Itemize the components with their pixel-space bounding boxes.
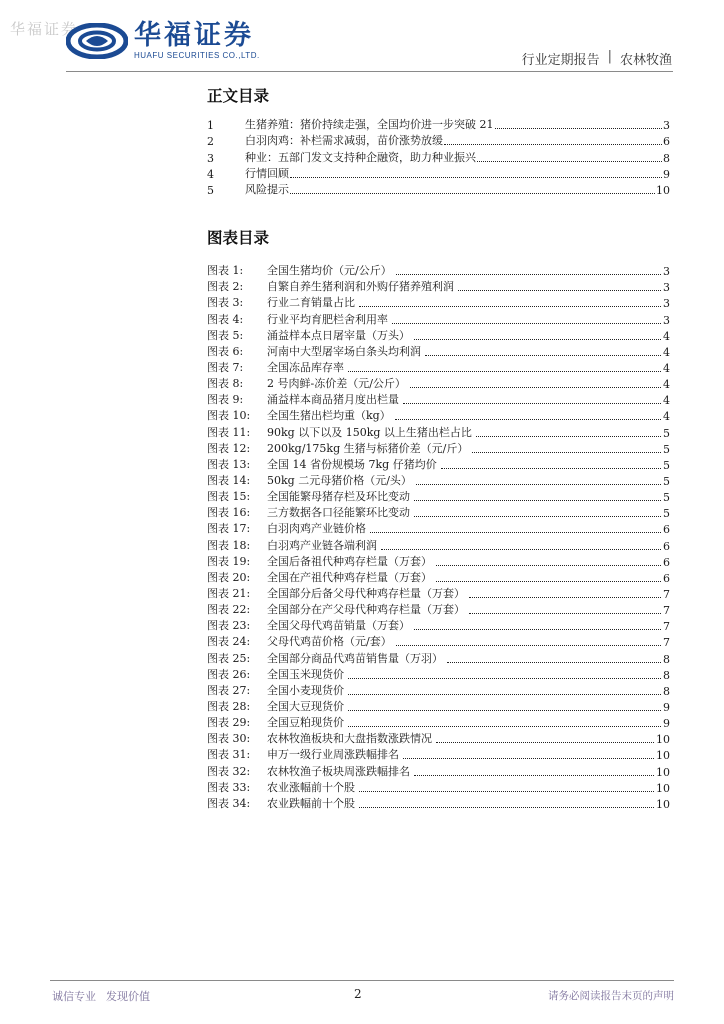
figure-item[interactable] bbox=[207, 682, 670, 698]
figure-item[interactable] bbox=[207, 391, 670, 407]
figure-item[interactable] bbox=[207, 294, 670, 310]
figure-item-text: 白羽肉鸡产业链价格 bbox=[267, 522, 366, 536]
slogan-value: 发现价值 bbox=[106, 990, 150, 1003]
report-type: 行业定期报告 bbox=[521, 53, 600, 68]
figure-item-label: 图表 27: bbox=[207, 683, 251, 697]
figure-item[interactable] bbox=[207, 569, 670, 585]
figure-item-page: 5 bbox=[663, 507, 670, 521]
figure-item-text: 行业平均育肥栏舍利用率 bbox=[267, 312, 388, 326]
toc-item-page: 6 bbox=[663, 135, 670, 149]
figure-leader-dots bbox=[396, 645, 661, 646]
figure-item-label: 图表 16: bbox=[207, 506, 251, 520]
figure-item-text: 全国大豆现货价 bbox=[267, 699, 344, 713]
figure-item-page: 9 bbox=[663, 717, 670, 731]
figure-item[interactable] bbox=[207, 504, 670, 520]
toc-leader-dots bbox=[290, 177, 662, 178]
figure-item-text: 全国生猪均价（元/公斤） bbox=[267, 264, 392, 278]
figure-item-label: 图表 3: bbox=[207, 296, 244, 310]
toc-item-number: 4 bbox=[207, 167, 214, 181]
figure-item-page: 7 bbox=[663, 636, 670, 650]
figure-item-page: 6 bbox=[663, 555, 670, 569]
logo-chinese-name: 华福证券 bbox=[134, 20, 254, 51]
figure-item-text: 农业跌幅前十个股 bbox=[267, 796, 355, 810]
toc-item-text: 白羽肉鸡：补栏需求减弱，苗价涨势放缓 bbox=[245, 134, 443, 148]
toc-item-text: 行情回顾 bbox=[245, 166, 289, 180]
figure-item-text: 农林牧渔板块和大盘指数涨跌情况 bbox=[267, 732, 432, 746]
header-divider bbox=[66, 71, 673, 72]
report-category bbox=[522, 49, 672, 68]
figure-leader-dots bbox=[403, 403, 661, 404]
figure-item-label: 图表 33: bbox=[207, 780, 251, 794]
figure-item-text: 90kg 以下以及 150kg 以上生猪出栏占比 bbox=[267, 425, 472, 439]
industry-name: 农林牧渔 bbox=[619, 53, 672, 68]
figure-item-page: 5 bbox=[663, 458, 670, 472]
figure-item[interactable] bbox=[207, 423, 670, 439]
figure-item[interactable] bbox=[207, 440, 670, 456]
figure-item-page: 10 bbox=[656, 733, 670, 747]
footer-disclaimer: 请务必阅读报告末页的声明 bbox=[548, 990, 674, 1002]
figure-item-text: 全国部分在产父母代种鸡存栏量（万套） bbox=[267, 603, 465, 617]
figure-leader-dots bbox=[348, 371, 661, 372]
figure-item-label: 图表 25: bbox=[207, 651, 251, 665]
figure-item-page: 10 bbox=[656, 781, 670, 795]
figure-item[interactable] bbox=[207, 262, 670, 278]
figure-item-page: 7 bbox=[663, 620, 670, 634]
figure-item-label: 图表 18: bbox=[207, 538, 251, 552]
figure-item-text: 全国部分后备父母代种鸡存栏量（万套） bbox=[267, 586, 465, 600]
figure-leader-dots bbox=[381, 549, 661, 550]
toc-item-page: 10 bbox=[656, 183, 670, 197]
figure-item[interactable] bbox=[207, 278, 670, 294]
figure-leader-dots bbox=[425, 355, 661, 356]
figure-leader-dots bbox=[476, 436, 661, 437]
figure-item[interactable] bbox=[207, 633, 670, 649]
figure-item[interactable] bbox=[207, 795, 670, 811]
figure-item-label: 图表 8: bbox=[207, 377, 244, 391]
toc-leader-dots bbox=[477, 161, 662, 162]
figure-item-label: 图表 9: bbox=[207, 393, 244, 407]
figure-item-text: 全国在产祖代种鸡存栏量（万套） bbox=[267, 570, 432, 584]
figure-item[interactable] bbox=[207, 343, 670, 359]
figure-item-text: 父母代鸡苗价格（元/套） bbox=[267, 635, 392, 649]
figure-item-page: 3 bbox=[663, 297, 670, 311]
figure-leader-dots bbox=[392, 323, 661, 324]
figure-item-page: 9 bbox=[663, 700, 670, 714]
figure-item-page: 6 bbox=[663, 523, 670, 537]
toc-item-text: 种业：五部门发文支持种企融资，助力种业振兴 bbox=[245, 150, 476, 164]
figure-item-label: 图表 12: bbox=[207, 441, 251, 455]
figure-leader-dots bbox=[469, 613, 661, 614]
toc-item-text: 风险提示 bbox=[245, 182, 289, 196]
figure-leader-dots bbox=[348, 678, 661, 679]
figure-leader-dots bbox=[359, 306, 661, 307]
figure-leader-dots bbox=[414, 500, 661, 501]
figure-item-label: 图表 21: bbox=[207, 586, 251, 600]
figure-item[interactable] bbox=[207, 649, 670, 665]
figure-item-page: 8 bbox=[663, 684, 670, 698]
figure-item-text: 200kg/175kg 生猪与标猪价差（元/斤） bbox=[267, 441, 469, 455]
figure-item[interactable] bbox=[207, 375, 670, 391]
figure-leader-dots bbox=[370, 532, 661, 533]
toc-leader-dots bbox=[495, 128, 663, 129]
toc-leader-dots bbox=[444, 144, 662, 145]
figure-item-page: 8 bbox=[663, 668, 670, 682]
figure-item[interactable] bbox=[207, 359, 670, 375]
toc-item-page: 9 bbox=[663, 167, 670, 181]
figure-item-label: 图表 15: bbox=[207, 490, 251, 504]
figure-leader-dots bbox=[441, 468, 661, 469]
figure-item-label: 图表 17: bbox=[207, 522, 251, 536]
footer-slogan bbox=[52, 988, 150, 1004]
figure-item-page: 4 bbox=[663, 410, 670, 424]
figure-item-label: 图表 6: bbox=[207, 344, 244, 358]
figure-leader-dots bbox=[416, 484, 661, 485]
toc-item-number: 5 bbox=[207, 183, 214, 197]
figure-item-page: 6 bbox=[663, 571, 670, 585]
figure-item[interactable] bbox=[207, 762, 670, 778]
figure-item-label: 图表 29: bbox=[207, 716, 251, 730]
figure-item[interactable] bbox=[207, 520, 670, 536]
figure-item-page: 7 bbox=[663, 587, 670, 601]
toc-item[interactable] bbox=[207, 148, 670, 164]
figure-item-text: 全国部分商品代鸡苗销售量（万羽） bbox=[267, 651, 443, 665]
figure-item-label: 图表 19: bbox=[207, 554, 251, 568]
figure-item-page: 3 bbox=[663, 281, 670, 295]
logo-swirl-icon bbox=[66, 23, 128, 59]
figure-item-text: 农业涨幅前十个股 bbox=[267, 780, 355, 794]
figure-list-title: 图表目录 bbox=[207, 229, 270, 247]
figure-leader-dots bbox=[447, 662, 661, 663]
figure-item-label: 图表 24: bbox=[207, 635, 251, 649]
figure-leader-dots bbox=[395, 419, 661, 420]
figure-item[interactable] bbox=[207, 488, 670, 504]
figure-item-label: 图表 5: bbox=[207, 328, 244, 342]
figure-item-page: 10 bbox=[656, 749, 670, 763]
figure-item-text: 全国后备祖代种鸡存栏量（万套） bbox=[267, 554, 432, 568]
figure-item[interactable] bbox=[207, 472, 670, 488]
figure-item-label: 图表 20: bbox=[207, 570, 251, 584]
figure-item-label: 图表 11: bbox=[207, 425, 251, 439]
figure-item[interactable] bbox=[207, 585, 670, 601]
slogan-integrity: 诚信专业 bbox=[52, 990, 96, 1003]
toc-list bbox=[207, 116, 670, 197]
watermark: 华福证券 bbox=[10, 20, 79, 38]
figure-item-page: 4 bbox=[663, 361, 670, 375]
figure-item-label: 图表 34: bbox=[207, 796, 251, 810]
figure-item-text: 申万一级行业周涨跌幅排名 bbox=[267, 748, 399, 762]
figure-leader-dots bbox=[414, 516, 661, 517]
figure-leader-dots bbox=[458, 290, 661, 291]
figure-item-text: 白羽鸡产业链各端利润 bbox=[267, 538, 377, 552]
figure-leader-dots bbox=[469, 597, 661, 598]
figure-leader-dots bbox=[414, 629, 661, 630]
figure-leader-dots bbox=[348, 694, 661, 695]
figure-item-page: 5 bbox=[663, 442, 670, 456]
figure-leader-dots bbox=[348, 726, 661, 727]
figure-item[interactable] bbox=[207, 456, 670, 472]
figure-item-text: 全国生猪出栏均重（kg） bbox=[267, 409, 391, 423]
figure-item[interactable] bbox=[207, 553, 670, 569]
page-number: 2 bbox=[354, 987, 362, 1001]
figure-item-text: 农林牧渔子板块周涨跌幅排名 bbox=[267, 764, 410, 778]
logo-english-name: HUAFU SECURITIES CO.,LTD. bbox=[134, 51, 260, 60]
figure-item[interactable] bbox=[207, 601, 670, 617]
figure-leader-dots bbox=[436, 742, 654, 743]
figure-item-text: 自繁自养生猪利润和外购仔猪养殖利润 bbox=[267, 280, 454, 294]
figure-leader-dots bbox=[436, 581, 661, 582]
figure-item-text: 2 号肉鲜-冻价差（元/公斤） bbox=[267, 377, 406, 391]
figure-item-text: 全国冻品库存率 bbox=[267, 360, 344, 374]
figure-list bbox=[207, 262, 670, 811]
figure-item[interactable] bbox=[207, 779, 670, 795]
figure-item-label: 图表 13: bbox=[207, 457, 251, 471]
toc-item-number: 1 bbox=[207, 119, 214, 133]
figure-item[interactable] bbox=[207, 666, 670, 682]
toc-leader-dots bbox=[290, 193, 655, 194]
figure-item-label: 图表 23: bbox=[207, 619, 251, 633]
figure-item-page: 10 bbox=[656, 765, 670, 779]
footer-divider bbox=[50, 980, 674, 981]
figure-item-text: 涌益样本点日屠宰量（万头） bbox=[267, 328, 410, 342]
toc-item-number: 3 bbox=[207, 151, 214, 165]
figure-item-page: 3 bbox=[663, 313, 670, 327]
figure-item[interactable] bbox=[207, 730, 670, 746]
figure-item-page: 4 bbox=[663, 394, 670, 408]
toc-item-page: 3 bbox=[663, 119, 670, 133]
figure-item-label: 图表 28: bbox=[207, 699, 251, 713]
figure-leader-dots bbox=[348, 710, 661, 711]
figure-item[interactable] bbox=[207, 617, 670, 633]
figure-item[interactable] bbox=[207, 310, 670, 326]
figure-item-page: 10 bbox=[656, 797, 670, 811]
figure-item-page: 7 bbox=[663, 604, 670, 618]
figure-item-text: 全国父母代鸡苗销量（万套） bbox=[267, 619, 410, 633]
figure-leader-dots bbox=[359, 791, 654, 792]
figure-leader-dots bbox=[436, 565, 661, 566]
figure-item-page: 5 bbox=[663, 491, 670, 505]
figure-item-text: 三方数据各口径能繁环比变动 bbox=[267, 506, 410, 520]
figure-item[interactable] bbox=[207, 536, 670, 552]
toc-item[interactable] bbox=[207, 181, 670, 197]
figure-item[interactable] bbox=[207, 327, 670, 343]
figure-item-text: 全国 14 省份规模场 7kg 仔猪均价 bbox=[267, 457, 437, 471]
toc-item[interactable] bbox=[207, 116, 670, 132]
figure-item[interactable] bbox=[207, 698, 670, 714]
figure-item-page: 5 bbox=[663, 474, 670, 488]
figure-item-page: 6 bbox=[663, 539, 670, 553]
figure-item-text: 全国能繁母猪存栏及环比变动 bbox=[267, 490, 410, 504]
figure-item-text: 行业二育销量占比 bbox=[267, 296, 355, 310]
figure-item-label: 图表 2: bbox=[207, 280, 244, 294]
company-logo bbox=[66, 22, 260, 60]
figure-item-label: 图表 1: bbox=[207, 264, 244, 278]
figure-item-page: 4 bbox=[663, 329, 670, 343]
toc-item-number: 2 bbox=[207, 135, 214, 149]
figure-item-label: 图表 30: bbox=[207, 732, 251, 746]
figure-leader-dots bbox=[396, 274, 661, 275]
header-separator: | bbox=[607, 49, 612, 64]
figure-item-label: 图表 14: bbox=[207, 473, 251, 487]
toc-item[interactable] bbox=[207, 165, 670, 181]
figure-leader-dots bbox=[414, 339, 661, 340]
figure-item-label: 图表 4: bbox=[207, 312, 244, 326]
toc-item-page: 8 bbox=[663, 151, 670, 165]
figure-item[interactable] bbox=[207, 407, 670, 423]
figure-item-text: 全国豆粕现货价 bbox=[267, 716, 344, 730]
figure-item-label: 图表 26: bbox=[207, 667, 251, 681]
toc-item[interactable] bbox=[207, 132, 670, 148]
figure-item-label: 图表 22: bbox=[207, 603, 251, 617]
figure-item-label: 图表 10: bbox=[207, 409, 251, 423]
figure-item-label: 图表 32: bbox=[207, 764, 251, 778]
figure-item-page: 8 bbox=[663, 652, 670, 666]
figure-item-text: 全国玉米现货价 bbox=[267, 667, 344, 681]
figure-item[interactable] bbox=[207, 746, 670, 762]
figure-item-page: 3 bbox=[663, 265, 670, 279]
figure-leader-dots bbox=[410, 387, 661, 388]
figure-leader-dots bbox=[359, 807, 654, 808]
figure-item-text: 50kg 二元母猪价格（元/头） bbox=[267, 473, 412, 487]
figure-leader-dots bbox=[472, 452, 661, 453]
figure-item[interactable] bbox=[207, 714, 670, 730]
figure-item-page: 5 bbox=[663, 426, 670, 440]
figure-item-page: 4 bbox=[663, 378, 670, 392]
figure-leader-dots bbox=[403, 758, 654, 759]
figure-item-text: 全国小麦现货价 bbox=[267, 683, 344, 697]
figure-item-text: 涌益样本商品猪月度出栏量 bbox=[267, 393, 399, 407]
toc-item-text: 生猪养殖：猪价持续走强，全国均价进一步突破 21 bbox=[245, 118, 494, 132]
toc-title: 正文目录 bbox=[207, 87, 270, 105]
figure-item-label: 图表 7: bbox=[207, 360, 244, 374]
figure-item-text: 河南中大型屠宰场白条头均利润 bbox=[267, 344, 421, 358]
figure-item-page: 4 bbox=[663, 345, 670, 359]
figure-item-label: 图表 31: bbox=[207, 748, 251, 762]
figure-leader-dots bbox=[414, 775, 654, 776]
